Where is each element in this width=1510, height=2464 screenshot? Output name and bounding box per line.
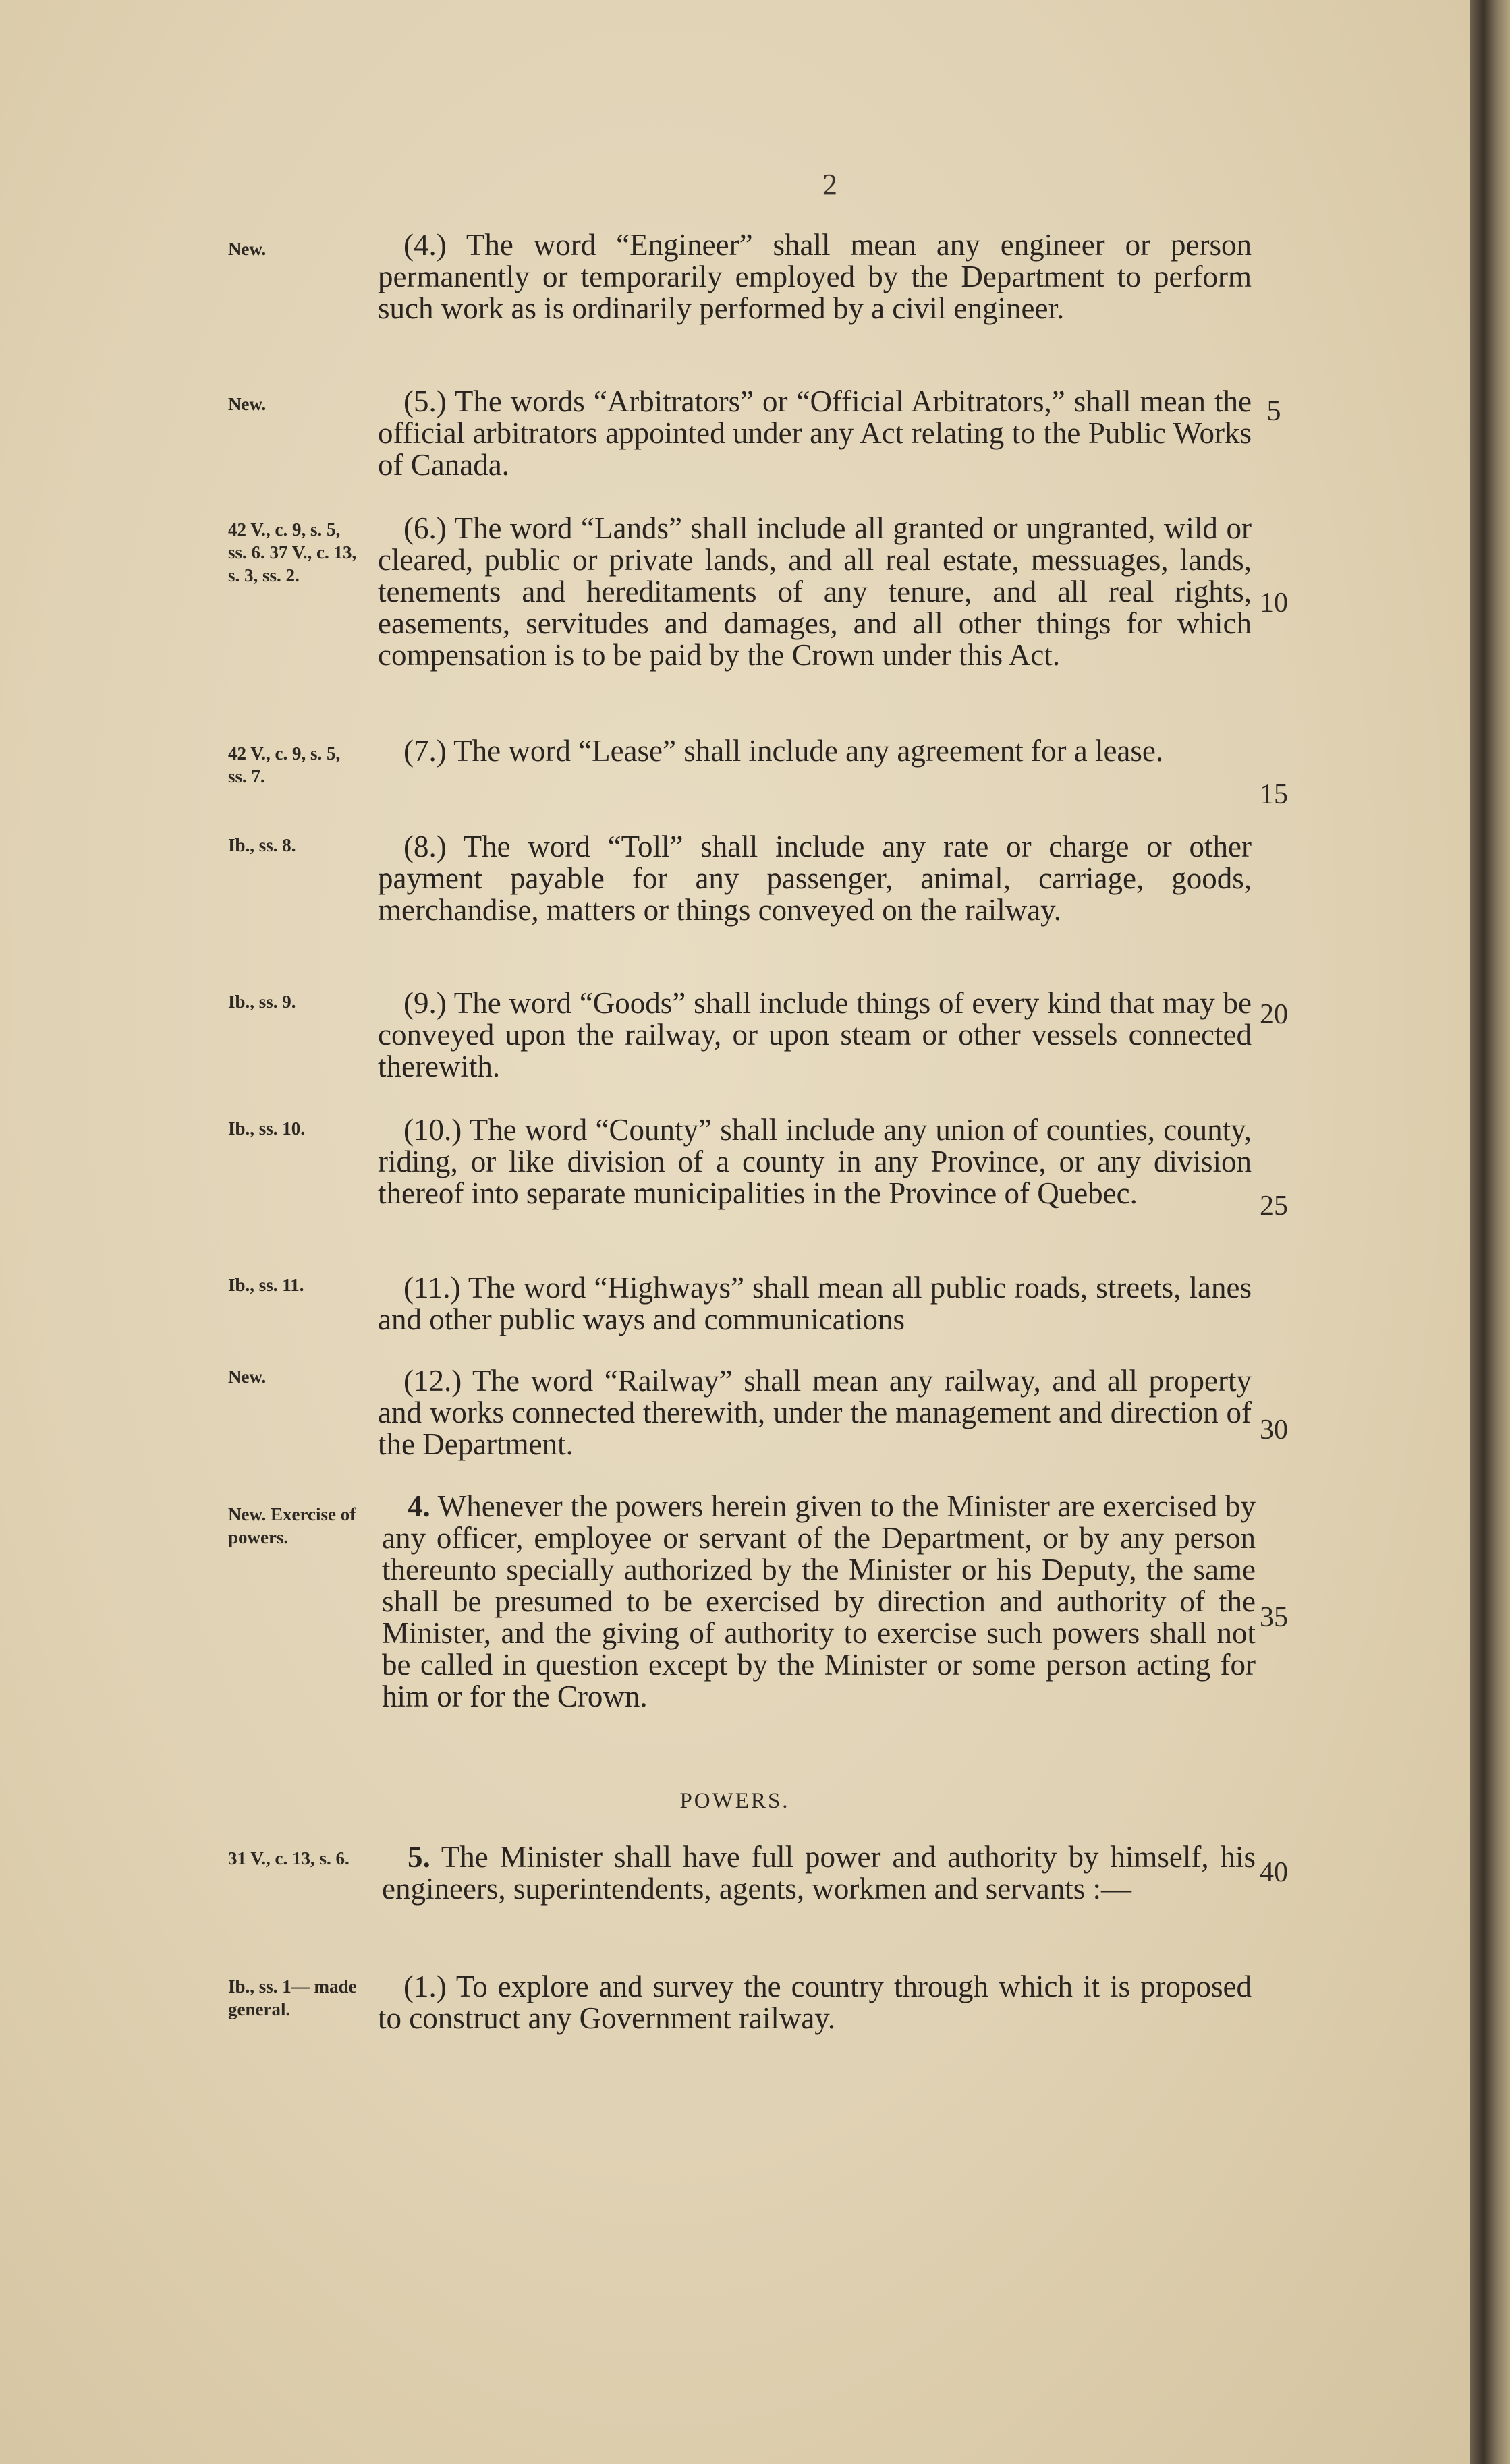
section-text: Whenever the powers herein given to the Minister are exercised by any officer, employee or servant of the Department, or by any person thereunto specially authorized by the Minister or his Deputy, the same shall be presumed to be exercised by direction and authority of the Minister, and the giving of authority to exercise such powers shall not be called in question except by the Minister or some person acting for him or for the Crown.	[382, 1489, 1256, 1713]
section-number: 5.	[408, 1840, 430, 1874]
margin-note: New.	[228, 394, 267, 414]
line-number: 5	[1266, 396, 1281, 427]
margin-note: Ib., ss. 11.	[228, 1275, 304, 1295]
margin-note: Ib., ss. 1— made general.	[228, 1976, 357, 2019]
paragraph: (4.) The word “Engineer” shall mean any engineer or person permanently or temporarily employed by the Department to perform such work as is ordinarily performed by a civil engineer.	[378, 228, 1252, 325]
line-number: 10	[1260, 588, 1288, 619]
line-number: 15	[1260, 779, 1288, 810]
paragraph: (1.) To explore and survey the country through which it is proposed to construct any Government railway.	[378, 1970, 1252, 2035]
page-number: 2	[822, 168, 837, 201]
section-number: 4.	[408, 1489, 430, 1523]
paragraph: (11.) The word “Highways” shall mean all public roads, streets, lanes and other public ways and communications	[378, 1271, 1252, 1336]
paragraph: (10.) The word “County” shall include any union of counties, county, riding, or like division of a county in any Province, or any division thereof into separate municipalities in the Province of Quebec.	[378, 1113, 1252, 1210]
section-paragraph	[382, 1841, 1256, 1905]
paragraph: (9.) The word “Goods” shall include things of every kind that may be conveyed upon the railway, or upon steam or other vessels connected therewith.	[378, 986, 1252, 1083]
book-spine	[1470, 0, 1510, 2464]
margin-note: New.	[228, 239, 267, 259]
paragraph: (12.) The word “Railway” shall mean any railway, and all property and works connected therewith, under the management and direction of the Department.	[378, 1364, 1252, 1461]
paragraph: (5.) The words “Arbitrators” or “Official Arbitrators,” shall mean the official arbitrators appointed under any Act relating to the Public Works of Canada.	[378, 384, 1252, 482]
line-number: 35	[1260, 1602, 1288, 1633]
margin-note: 42 V., c. 9, s. 5, ss. 7.	[228, 743, 341, 786]
paragraph: (8.) The word “Toll” shall include any rate or charge or other payment payable for any passenger, animal, carriage, goods, merchandise, matters or things conveyed on the railway.	[378, 830, 1252, 927]
section-heading: POWERS.	[679, 1789, 790, 1813]
paragraph: (7.) The word “Lease” shall include any agreement for a lease.	[403, 734, 1164, 768]
margin-note: Ib., ss. 10.	[228, 1118, 306, 1139]
line-number: 40	[1260, 1857, 1288, 1888]
margin-note: New. Exercise of powers.	[228, 1504, 356, 1547]
section-text: The Minister shall have full power and authority by himself, his engineers, superintendents, agents, workmen and servants :—	[382, 1840, 1256, 1906]
section-paragraph	[382, 1491, 1256, 1713]
margin-note: 42 V., c. 9, s. 5, ss. 6. 37 V., c. 13, s. 3, ss. 2.	[228, 519, 357, 585]
line-number: 20	[1260, 999, 1288, 1030]
margin-note: Ib., ss. 8.	[228, 835, 296, 855]
margin-note: 31 V., c. 13, s. 6.	[228, 1848, 349, 1868]
paragraph: (6.) The word “Lands” shall include all granted or ungranted, wild or cleared, public or private lands, and all real estate, messuages, lands, tenements and hereditaments of any tenure, and all real rights, easements, servitudes and damages, and all other things for which compensation is to be paid by the Crown under this Act.	[378, 511, 1252, 672]
line-number: 30	[1260, 1414, 1288, 1445]
margin-note: Ib., ss. 9.	[228, 992, 296, 1012]
margin-note: New.	[228, 1367, 267, 1387]
line-number: 25	[1260, 1191, 1288, 1222]
